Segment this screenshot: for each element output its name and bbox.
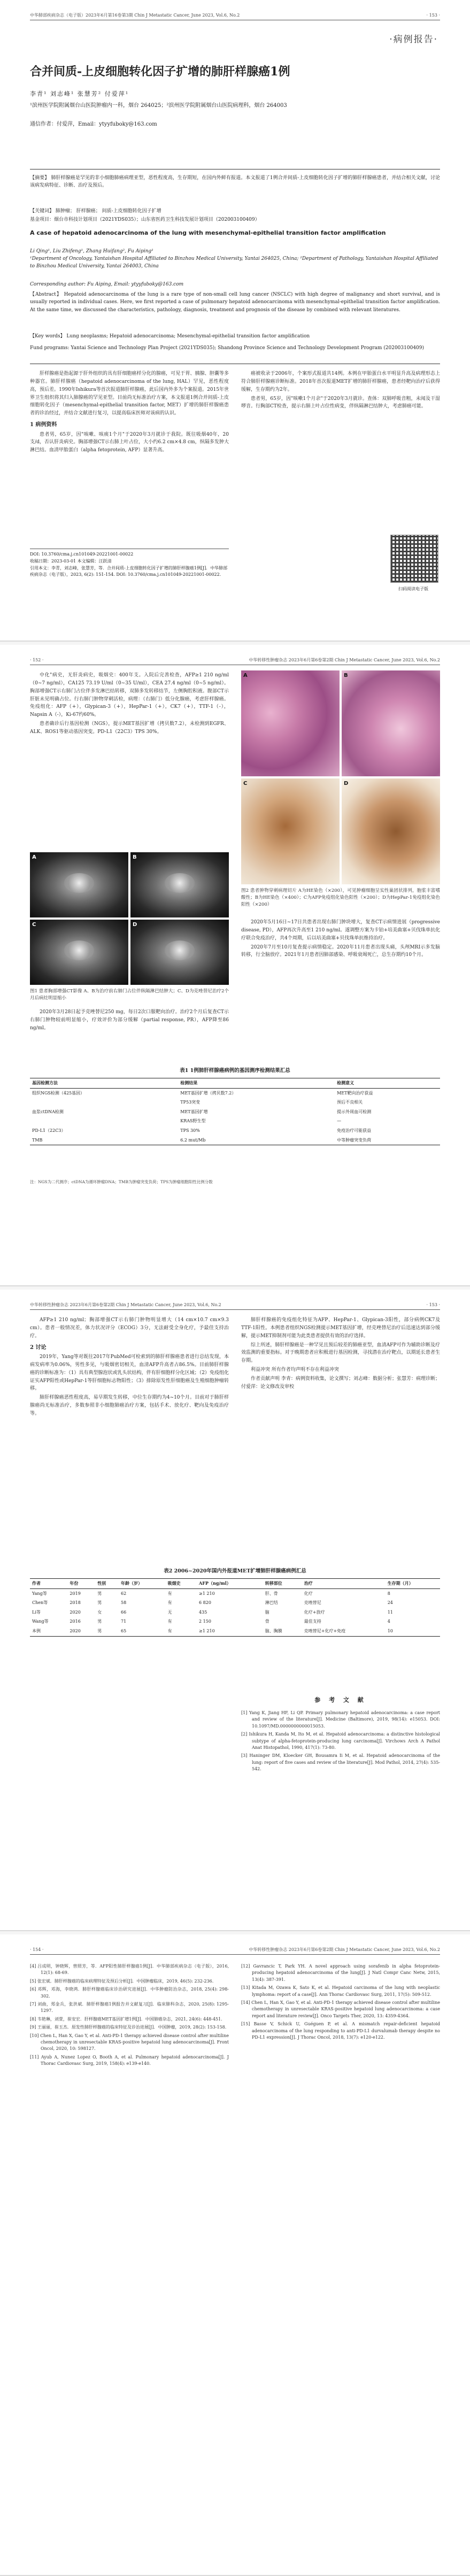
table-row [30,1136,440,1145]
body-column-right [241,370,440,412]
table-cell: 化疗+放疗 [304,1609,325,1615]
ct-panel-b [130,852,229,917]
table-cell: 脑、胸膜 [263,1626,302,1636]
table-cell [30,1116,178,1126]
right-paragraph-2: 患者男，65岁，因"咳嗽1个月余"于2020年3月就诊。查体：双肺呼吸音粗，未闻及干湿啰音。行胸部CT检查，提示右肺上叶占位性病变，伴纵隔淋巴结肿大，考虑肺癌可能。 [241,396,440,410]
table-2-title: 表2 2006~2020年国内外报道MET扩增肺肝样腺癌病例汇总 [164,1568,306,1574]
reference-item: [7] 刘曲，郑金兵，张洪斌．肺肝样腺癌1例报告并文献复习[J]．临床肺科杂志，2020, 25(8): 1295-1297. [30,2001,229,2014]
figure-1-caption: 图1 患者胸部增强CT影像 A、B为治疗前右肺门占位伴纵隔淋巴结肿大；C、D为克唑替尼治疗2个月后病灶明显缩小 [30,989,229,1001]
case-paragraph-right: 2020年5月16日~17日共患者出现右肺门肿块增大，复查CT示病情进展（progressive disease, PD），AFP再次升高至1 210 ng/ml。遂调整方案为卡铂+培美曲塞+贝伐珠单抗化疗联合免疫治疗，共4个周期，后以培美曲塞+贝伐珠单抗维持治疗。 [241,920,440,941]
table-cell: 本例 [30,1626,67,1636]
pathology-panel-d [342,778,440,884]
authors-en: Li Qing¹, Liu Zhifeng¹, Zhang Huifang², Fu Aiping¹ [30,249,153,254]
doi: DOI: 10.3760/cma.j.cn101049-20221001-00022 [30,552,134,557]
reference-item: [1] Yang K, Jiang HF, Li QP. Primary pulmonary hepatoid adenocarcinoma: a case report and review of the literature[J]. Medicine (Baltimore), 2019, 98(14): e15053. DOI: 10.1097/MD.0000000000015053. [241,1710,440,1729]
table-cell: 2018 [70,1600,81,1606]
running-head-left: · 154 · [30,1947,44,1953]
table-header: 检测意义 [335,1078,440,1089]
right-paragraph: 癌被收录于2006年，个案形式报道共14例。本例在甲胎蛋白水平明显升高及病理形态上符合肺肝样腺癌诊断标准。2018年首次报道MET扩增的肺肝样腺癌，患者经靶向治疗后获得缓解，生存期约为2年。 [241,371,440,392]
table-cell: 65 [119,1626,166,1636]
table-cell: 66 [121,1609,127,1615]
table-cell: 有 [167,1619,172,1624]
case-paragraph-2: 患者确诊后行基因检测（NGS），提示MET基因扩增（拷贝数7.2），未检测到EGFR、ALK、ROS1等驱动基因突变。PD-L1（22C3）TPS 30%。 [30,721,229,735]
table-cell: 淋巴结 [265,1600,278,1606]
figure-1-ct-images [30,852,229,985]
corresponding-author-en: Corresponding author: Fu Aiping, Email: ytyyfuboky@163.com [30,282,184,287]
table-header: 治疗 [302,1579,386,1589]
table-cell: Yang等 [32,1591,47,1596]
references-list-right [241,1963,440,2042]
case-paragraph-3: 2020年3月28日起予克唑替尼250 mg，每日2次口服靶向治疗。治疗2个月后复查CT示右肺门肿物较前明显缩小，疗效评价为部分缓解（partial response, PR），AFP降至86 ng/ml。 [30,1009,229,1031]
citation: 引用本文：李青，刘志峰，张慧芳，等．合并间质-上皮细胞转化因子扩增的肺肝样腺癌1例[J]．中华肺部疾病杂志（电子版），2023, 6(2): 151-154. DOI: 10.3760/cma.j.cn101049-20221001-00022. [30,565,228,577]
body-column-left [30,672,229,737]
table-cell [30,1098,178,1107]
references-list-left [30,1963,229,2069]
table-cell: 8 [387,1591,390,1596]
running-head-right: · 153 · [426,1302,440,1308]
panel-label: C [32,922,36,928]
table-2 [30,1578,440,1637]
table-cell: 2 150 [199,1619,211,1624]
table-cell: 免疫治疗可能获益 [337,1128,372,1133]
case-paragraph-right-2: 2020年7月至10月复查提示病情稳定。2020年11月患者出现头痛，头颅MRI示多发脑转移，行全脑放疗。2021年1月患者因肺部感染、呼吸衰竭死亡，总生存期约10个月。 [241,944,440,958]
page-3 [0,1290,470,1931]
table-cell: PD-L1（22C3） [32,1128,66,1133]
abstract-cn: 【摘要】 肺肝样腺癌是罕见的非小细胞肺癌病理亚型，恶性程度高，生存期短，在国内外鲜有报道。本文报道了1例合并间质-上皮细胞转化因子扩增的肺肝样腺癌患者，并结合相关文献，讨论该病发病特征、诊断、治疗及预后。 [30,175,440,189]
body-column-right [241,919,440,960]
reference-item: [14] Chen L, Han X, Gao Y, et al. Anti-PD-1 therapy achieved disease control after multiline chemotherapy in unresectable KRAS-positive hepatoid lung adenocarcinoma: a case report and literature review[J]. Onco Targets Ther, 2020, 13: 4359-4364. [241,2000,440,2018]
table-cell: 脑 [265,1609,269,1615]
table-header: AFP（ng/ml） [197,1579,263,1589]
table-cell: ≥1 210 [197,1626,263,1636]
panel-label: C [243,781,248,786]
table-cell: 71 [121,1619,127,1624]
table-header: 检测结果 [178,1078,335,1089]
table-row [30,1107,440,1117]
running-head [30,1946,440,1955]
qr-code[interactable] [390,535,438,583]
table-cell: 肝、骨 [265,1591,278,1596]
qr-label: 扫码阅读电子版 [398,587,428,591]
corresponding-author-cn: 通信作者：付爱萍，Email：ytyyfuboky@163.com [30,121,157,127]
table-cell: 2016 [70,1619,81,1624]
table-cell: Chen等 [32,1600,48,1606]
reference-item: [2] Ishikura H, Kanda M, Ito M, et al. Hepatoid adenocarcinoma: a distinctive histological subtype of alpha-fetoprotein-producing lung carcinoma[J]. Virchows Arch A Pathol Anat Histopathol, 1990, 417(1): 73-80. [241,1732,440,1750]
table-cell: 中等肿瘤突变负荷 [335,1136,440,1145]
running-head-right: · 153 · [426,13,440,18]
table-cell: 预后不良相关 [337,1100,363,1105]
table-cell: 有 [167,1591,172,1596]
column-title: ·病例报告· [389,34,438,45]
running-head-left: · 152 · [30,658,44,663]
table-cell: ≥1 210 [199,1591,215,1596]
table-cell: TMB [30,1136,178,1145]
table-cell: 435 [199,1609,207,1615]
page-4 [0,1934,470,2576]
running-head [30,657,440,665]
running-head-left: 中华转移性肿瘤杂志 2023年6月第6卷第2期 Chin J Metastatic Cancer, June 2023, Vol.6, No.2 [30,1302,221,1308]
table-cell: 2020 [70,1609,81,1615]
table-cell: 克唑替尼 [304,1600,321,1606]
table-cell: 10 [386,1626,440,1636]
discussion-paragraph-right: 肺肝样腺癌的免疫组化特征为AFP、HepPar-1、Glypican-3阳性，部分病例CK7及TTF-1阳性。本例患者组织NGS检测提示MET基因扩增，经克唑替尼治疗后迅速达到部分缓解，提示MET抑制剂可能为此类患者提供有效的治疗选择。 [241,1317,440,1339]
table-cell: 血浆ctDNA检测 [32,1109,64,1114]
table-cell: 2019 [70,1591,81,1596]
body-column-right [241,1316,440,1392]
body-column-left [30,370,229,456]
running-head [30,12,440,20]
references-heading: 参 考 文 献 [314,1696,367,1703]
affiliation-cn: ¹滨州医学院附属烟台山医院肿瘤内一科，烟台 264025；²滨州医学院附属烟台山医院病理科，烟台 264003 [30,103,287,109]
conflict-statement: 利益冲突 所有作者均声明不存在利益冲突 [251,1367,339,1373]
received-date: 收稿日期：2023-03-01 本文编辑：汪跃清 [30,558,112,564]
table-row [30,1088,440,1098]
panel-label: A [243,673,248,678]
pathology-panel-a [241,670,340,776]
article-title-cn: 合并间质-上皮细胞转化因子扩增的肺肝样腺癌1例 [30,65,290,79]
table-cell: 6 820 [199,1600,211,1606]
keywords-en: 【Key words】 Lung neoplasms; Hepatoid adenocarcinoma; Mesenchymal-epithelial transition factor amplification [30,334,310,339]
table-cell: — [337,1119,342,1124]
running-head-right: 中华转移性肿瘤杂志 2023年6月第6卷第2期 Chin J Metastatic Cancer, June 2023, Vol.6, No.2 [249,658,440,663]
ct-panel-c [30,920,128,985]
running-head [30,1301,440,1310]
intro-paragraph: 肝样腺癌是指起源于肝外组织的具有肝细胞癌样分化的腺癌，可见于胃、胰腺、胆囊等多种器官。肺肝样腺癌（hepatoid adenocarcinoma of the lung, HAL）罕见，恶性程度高，预后差。1990年Ishikura等首次报道肺肝样腺癌，此后国内外多为个案报道。2015年世界卫生组织将其归入肺腺癌的罕见亚型。目前尚无标准治疗方案，本文报道1例合并间质-上皮细胞转化因子（mesenchymal-epithelial transition factor, MET）扩增的肺肝样腺癌患者的诊治经过，并结合文献进行复习，以提高临床医师对该病的认识。 [30,371,229,417]
case-paragraph: 患者男，65岁，因"咳嗽、咳痰1个月"于2020年3月就诊于我院。既往吸烟40年，20支/d，否认肝炎病史。胸部增强CT示右肺上叶占位，大小约6.2 cm×4.8 cm，纵隔多发肿大淋巴结。血清甲胎蛋白（alpha fetoprotein, AFP）显著升高。 [30,431,229,453]
table-header: 作者 [30,1579,67,1589]
table-row [30,1626,440,1636]
table-cell: Wang等 [32,1619,49,1624]
table-cell: 提示外周血可检测 [337,1109,372,1114]
table-cell: 男 [97,1600,102,1606]
table-cell: 化疗 [304,1591,313,1596]
table-cell: 有 [167,1600,172,1606]
table-header: 性别 [95,1579,119,1589]
table-cell: TPS 30% [180,1128,200,1133]
table-cell: 骨 [265,1619,269,1624]
pathology-panel-c [241,778,340,884]
article-title-en: A case of hepatoid adenocarcinoma of the lung with mesenchymal-epithelial transition factor amplification [30,229,386,236]
table-cell: MET基因扩增（拷贝数7.2） [180,1090,236,1096]
page-2 [0,645,470,1286]
table-1-title: 表1 1例肺肝样腺癌病例的基因测序检测结果汇总 [180,1068,290,1074]
body-column-left-lower [30,1008,229,1034]
case-paragraph: 中化"病史，无肝炎病史，吸烟史：400年支。入院后完善检查，AFP≥1 210 ng/ml（0~7 ng/ml），CA125 73.19 U/ml（0~35 U/ml），CEA 27.4 ng/ml（0~5 ng/ml）。胸部增强CT示右肺门占位伴多发淋巴结转移，双肺多发转移结节，左侧胸腔积液。腹部CT示肝脏未见明确占位。行右肺门肿物穿刺活检，病理：（右肺门）低分化腺癌，考虑肝样腺癌。免疫组化：AFP（+），Glypican-3（+），HepPar-1（+），CK7（+），TTF-1（-），Napsin A（-），Ki-67约60%。 [30,673,229,718]
reference-item: [3] Haninger DM, Kloecker GH, Bousamra Ii M, et al. Hepatoid adenocarcinoma of the lung: report of five cases and review of the literature[J]. Mod Pathol, 2014, 27(4): 535-542. [241,1753,440,1772]
table-header: 年龄（岁） [119,1579,166,1589]
table-cell: 2020 [67,1626,95,1636]
running-head-left: 中华肺部疾病杂志（电子版）2023年6月第16卷第3期 Chin J Metastatic Cancer, June 2023, Vol.6, No.2 [30,13,240,18]
table-cell: 组织NGS检测（425基因） [32,1090,85,1096]
contribution-statement: 作者贡献声明 李青：病例资料收集，论文撰写；刘志峰：数据分析；张慧芳：病理诊断；付爱萍：论文修改及审校 [241,1376,440,1390]
reference-item: [13] Kitada M, Ozawa K, Sato K, et al. Hepatoid carcinoma of the lung with neoplastic lymphoma: report of a case[J]. Ann Thorac Cardiovasc Surg, 2011, 17(5): 509-512. [241,1985,440,1997]
table-cell: 女 [97,1609,102,1615]
table-cell: 24 [387,1600,393,1606]
table-header: 转移部位 [263,1579,302,1589]
reference-item: [6] 邓辉，邓海，李晓鸿．肺肝样腺癌临床诊治研究进展[J]．中华肿瘤防治杂志，2018, 25(4): 298-302. [30,1987,229,1999]
table-cell: 男 [97,1591,102,1596]
table-row [30,1588,440,1598]
ct-panel-a [30,852,128,917]
table-row [30,1617,440,1626]
reference-item: [10] Chen L, Han X, Gao Y, et al. Anti-PD-1 therapy achieved disease control after multiline chemotherapy in unresectable KRAS-positive hepatoid lung adenocarcinoma[J]. Front Oncol, 2020, 10: 598127. [30,2033,229,2051]
case-paragraph: AFP≥1 210 ng/ml；胸部增强CT示右肺门肿物明显增大（14 cm×10.7 cm×9.3 cm）。患者一般情况差，体力状况评分（ECOG）3分，无法耐受全身化疗，予最佳支持治疗。 [30,1317,229,1339]
reference-item: [9] 王丽丽，崔玉杰．原发性肺肝样腺癌的临床特征及诊治进展[J]．中国肿瘤，2019, 28(2): 153-158. [30,2025,227,2030]
table-cell: 男 [97,1619,102,1624]
reference-item: [11] Ayub A, Nunez Lopez O, Booth A, et al. Pulmonary hepatoid adenocarcinoma[J]. J Thorac Cardiovasc Surg, 2019, 158(4): e139-e140. [30,2054,229,2066]
running-head-right: 中华转移性肿瘤杂志 2023年6月第6卷第2期 Chin J Metastatic Cancer, June 2023, Vol.6, No.2 [249,1947,440,1953]
fund-cn: 基金项目：烟台市科技计划项目（2021YDS035）；山东省医药卫生科技发展计划项目（202003100409） [30,217,260,222]
table-row [30,1126,440,1136]
authors-cn: 李青¹ 刘志峰¹ 张慧芳² 付爱萍¹ [30,90,129,97]
table-cell: KRAS野生型 [180,1119,206,1124]
body-column-left [30,1316,229,1419]
table-1 [30,1078,440,1145]
table-cell: 6.2 mut/Mb [178,1136,335,1145]
table-row [30,1116,440,1126]
page-1 [0,0,470,642]
panel-label: D [133,922,137,928]
pathology-panel-b [342,670,440,776]
affiliation-en: ¹Department of Oncology, Yantaishan Hospital Affiliated to Binzhou Medical University, Yantai 264025, China; ²Department of Pathology, Yantaishan Hospital Affiliated to Binzhou Medical University, Yantai 264003, China [30,256,438,269]
table-cell: 11 [387,1609,393,1615]
section-heading-discussion: 2 讨论 [30,1344,47,1351]
table-1-note: 注：NGS为二代测序；ctDNA为循环肿瘤DNA；TMB为肿瘤突变负荷；TPS为肿瘤细胞阳性比例分数 [30,1179,213,1184]
table-cell: MET靶向治疗获益 [337,1090,373,1096]
table-cell: 克唑替尼+化疗+免疫 [302,1626,386,1636]
table-cell: 最佳支持 [304,1619,321,1624]
reference-item: [5] 张宏斌．肺肝样腺癌的临床病理特征及预后分析[J]．中国肿瘤临床，2019, 46(5): 232-236. [30,1978,214,1984]
reference-item: [8] 韦艳琳，刘萱，崔安宏．肝样腺癌MET基因扩增1例[J]．中国肺癌杂志，2021, 24(6): 448-451. [30,2016,222,2022]
reference-item: [15] Basse V, Schick U, Guéguen P, et al. A mismatch repair-deficient hepatoid adenocarcinoma of the lung responding to anti-PD-L1 durvalumab therapy despite no PD-L1 expression[J]. J Thorac Oncol, 2018, 13(7): e120-e122. [241,2022,440,2040]
discussion-paragraph-2: 肺肝样腺癌恶性程度高，易早期发生转移，中位生存期约为4~10个月。目前对于肺肝样腺癌尚无标准治疗，多数参照非小细胞肺癌治疗方案，包括手术、放化疗、靶向及免疫治疗等。 [30,1395,229,1416]
table-cell: 有 [166,1626,197,1636]
table-row [30,1608,440,1617]
table-cell: MET基因扩增 [180,1109,208,1114]
figure-2-caption: 图2 患者肿物穿刺病理切片 A为HE染色（×200），可见肿瘤细胞呈实性巢团状排列，胞浆丰富嗜酸性；B为HE染色（×400）；C为AFP免疫组化染色阳性（×200）；D为HepPar-1免疫组化染色阳性（×200） [241,888,440,908]
references-list [241,1710,440,1775]
table-cell: Li等 [32,1609,41,1615]
ct-panel-d [130,920,229,985]
article-meta [30,549,229,579]
table-header: 吸烟史 [166,1579,197,1589]
table-row [30,1098,440,1107]
keywords-cn: 【关键词】 肺肿瘤； 肝样腺癌； 间质-上皮细胞转化因子扩增 [30,209,161,214]
figure-2-pathology [241,670,440,884]
discussion-paragraph-right-2: 综上所述，肺肝样腺癌是一种罕见且预后较差的肺癌亚型，血清AFP可作为辅助诊断及疗效监测的重要指标。对于晚期患者应积极进行基因检测，寻找潜在治疗靶点，以期延长患者生存期。 [241,1342,440,1364]
table-header: 年份 [67,1579,95,1589]
panel-label: B [344,673,348,678]
table-row [30,1598,440,1608]
abstract-en: 【Abstract】 Hepatoid adenocarcinoma of the lung is a rare type of non-small cell lung cancer (NSCLC) with high degree of malignancy and short survival, and is usually reported in individual cases. Here, we first reported a case of pulmonary hepatoid adenocarcinoma with mesenchymal-epithelial transition factor amplification. At the same time, we discussed the characteristics, pathology, diagnosis, treatment and prognosis of the disease by combined with relevant literatures. [30,292,440,313]
table-cell: 男 [95,1626,119,1636]
table-header: 生存期（月） [386,1579,440,1589]
panel-label: B [133,854,137,860]
reference-item: [4] 吕成明，钟晓辉，曾照芳，等．AFP阳性肺肝样腺癌1例[J]．中华肺部疾病杂志（电子版），2016, 12(1): 68-69. [30,1964,229,1976]
reference-item: [12] Gavrancic T, Park YH. A novel approach using sorafenib in alpha fetoprotein-producing hepatoid adenocarcinoma of the lung[J]. J Natl Compr Canc Netw, 2015, 13(4): 387-391. [241,1964,440,1982]
table-cell: TP53突变 [180,1100,201,1105]
table-cell: 4 [387,1619,390,1624]
table-cell: 62 [121,1591,127,1596]
table-cell: 无 [167,1609,172,1615]
table-header: 基因检测方法 [30,1078,178,1089]
discussion-paragraph: 2019年，Yang等对既往2017年PubMed可检索到的肺肝样腺癌患者进行总结发现，本病发病率为0.06%，男性多见，与吸烟密切相关，血清AFP升高者占86.5%。目前肺肝样腺癌的诊断标准为：（1）具有典型腺泡状或乳头状结构，伴有肝细胞样分化区域；（2）免疫组化证实AFP阳性或HepPar-1等肝细胞标志物阳性；（3）排除原发性肝细胞癌及生殖细胞肿瘤转移。 [30,1354,229,1392]
section-heading-case: 1 病例资料 [30,422,57,428]
table-cell: 58 [121,1600,127,1606]
panel-label: A [32,854,36,860]
fund-en: Fund programs: Yantai Science and Technology Plan Project (2021YDS035); Shandong Province Science and Technology Development Program (202003100409) [30,345,425,351]
panel-label: D [344,781,349,786]
